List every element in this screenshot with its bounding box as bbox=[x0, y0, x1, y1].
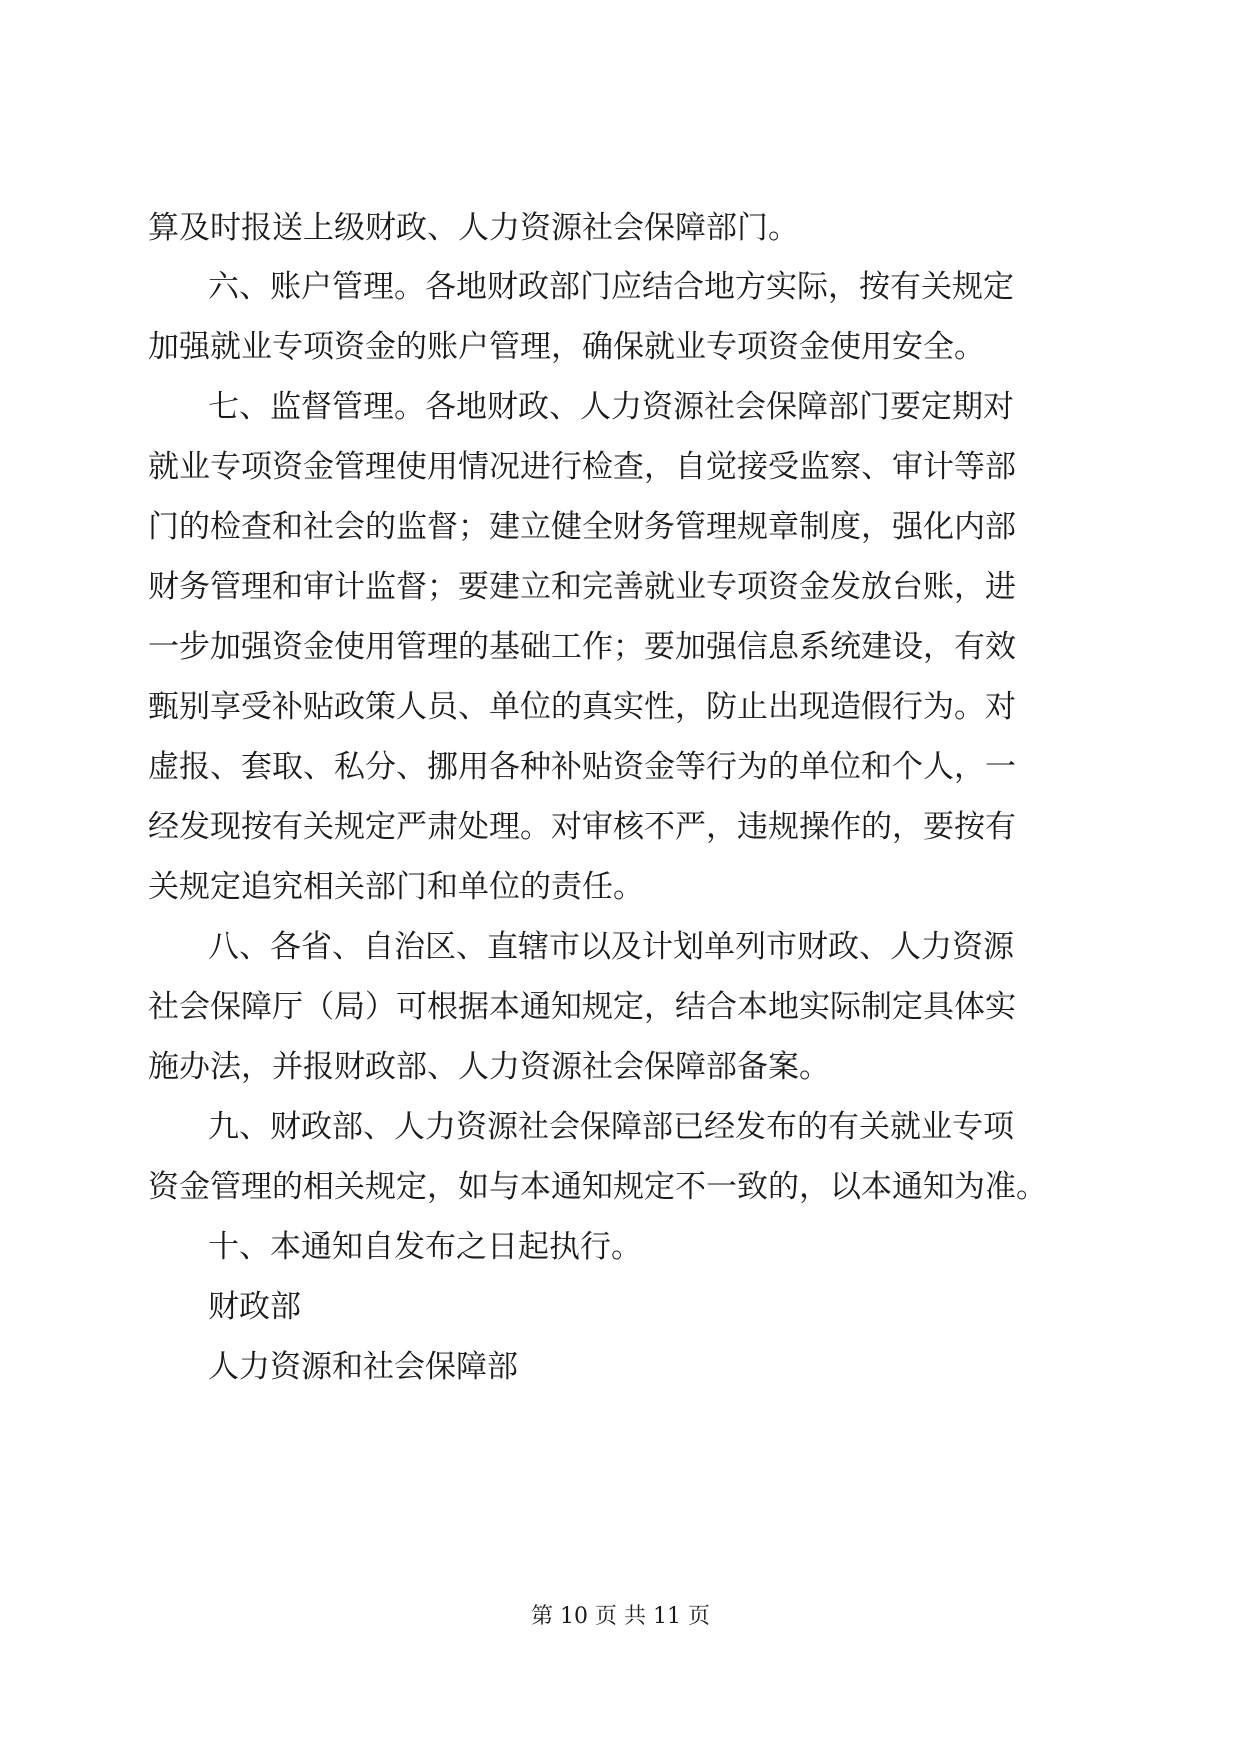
text-line bbox=[0, 327, 1241, 367]
line-text: 算及时报送上级财政、人力资源社会保障部门。 bbox=[148, 210, 799, 246]
text-line bbox=[0, 208, 1241, 248]
line-text: 九、财政部、人力资源社会保障部已经发布的有关就业专项 bbox=[208, 1109, 1014, 1145]
text-line bbox=[0, 1167, 1241, 1207]
text-line bbox=[0, 807, 1241, 847]
page-number-footer: 第 10 页 共 11 页 bbox=[531, 1604, 710, 1629]
line-text: 七、监督管理。各地财政、人力资源社会保障部门要定期对 bbox=[208, 389, 1014, 425]
text-line bbox=[0, 447, 1241, 487]
signature-ministry-of-hrss: 人力资源和社会保障部 bbox=[208, 1349, 518, 1385]
line-text: 经发现按有关规定严肃处理。对审核不严，违规操作的，要按有 bbox=[148, 809, 1016, 845]
line-text: 门的检查和社会的监督；建立健全财务管理规章制度，强化内部 bbox=[148, 509, 1016, 545]
text-line bbox=[0, 1227, 1241, 1267]
text-line bbox=[0, 747, 1241, 787]
line-text: 施办法，并报财政部、人力资源社会保障部备案。 bbox=[148, 1049, 830, 1085]
text-line bbox=[0, 567, 1241, 607]
line-text: 一步加强资金使用管理的基础工作；要加强信息系统建设，有效 bbox=[148, 629, 1016, 665]
line-text: 六、账户管理。各地财政部门应结合地方实际，按有关规定 bbox=[208, 269, 1014, 305]
text-line bbox=[0, 1107, 1241, 1147]
line-text: 加强就业专项资金的账户管理，确保就业专项资金使用安全。 bbox=[148, 329, 985, 365]
text-line bbox=[0, 267, 1241, 307]
line-text: 社会保障厅（局）可根据本通知规定，结合本地实际制定具体实 bbox=[148, 989, 1016, 1025]
line-text: 就业专项资金管理使用情况进行检查，自觉接受监察、审计等部 bbox=[148, 449, 1016, 485]
text-line bbox=[0, 987, 1241, 1027]
text-line bbox=[0, 1047, 1241, 1087]
line-text: 财务管理和审计监督；要建立和完善就业专项资金发放台账，进 bbox=[148, 569, 1016, 605]
line-text: 八、各省、自治区、直辖市以及计划单列市财政、人力资源 bbox=[208, 929, 1014, 965]
line-text: 甄别享受补贴政策人员、单位的真实性，防止出现造假行为。对 bbox=[148, 689, 1016, 725]
text-line bbox=[0, 507, 1241, 547]
signature-line bbox=[0, 1287, 1241, 1327]
line-text: 资金管理的相关规定，如与本通知规定不一致的，以本通知为准。 bbox=[148, 1169, 1047, 1205]
signature-line bbox=[0, 1347, 1241, 1387]
text-line bbox=[0, 927, 1241, 967]
line-text: 虚报、套取、私分、挪用各种补贴资金等行为的单位和个人，一 bbox=[148, 749, 1016, 785]
text-line bbox=[0, 867, 1241, 907]
text-line bbox=[0, 627, 1241, 667]
text-line bbox=[0, 387, 1241, 427]
line-text: 十、本通知自发布之日起执行。 bbox=[208, 1229, 642, 1265]
text-line bbox=[0, 687, 1241, 727]
line-text: 关规定追究相关部门和单位的责任。 bbox=[148, 869, 644, 905]
signature-ministry-of-finance: 财政部 bbox=[208, 1289, 301, 1325]
